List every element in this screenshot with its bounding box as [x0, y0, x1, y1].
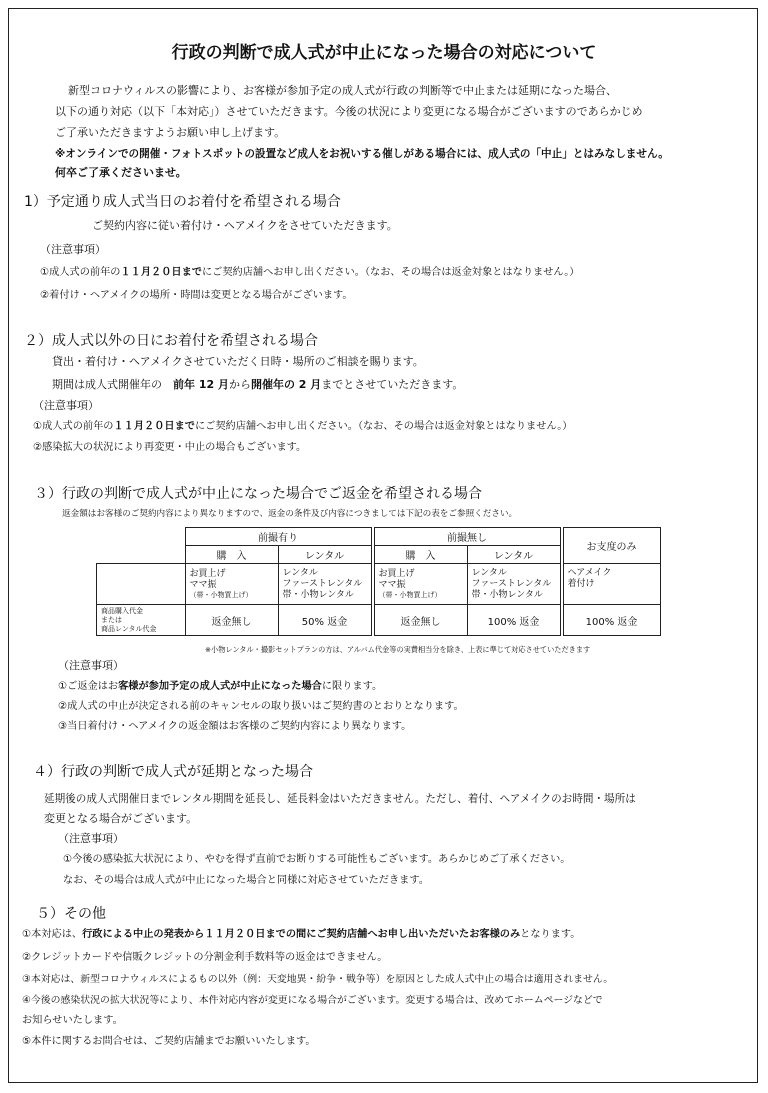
cell-buy-items-with: お買上げ ママ振 （帯・小物買上げ）: [185, 564, 278, 605]
col-buy-with: 購 入: [185, 546, 278, 564]
col-rental-with: レンタル: [278, 546, 371, 564]
intro-line-2: 以下の通り対応（以下「本対応」）させていただきます。今後の状況により変更になる場合がございますのであらかじめ: [55, 105, 643, 118]
page-title: 行政の判断で成人式が中止になった場合の対応について: [171, 43, 597, 63]
section-3-note-1: ①ご返金はお客様が参加予定の成人式が中止になった場合に限ります。: [58, 681, 383, 692]
intro-line-1: 新型コロナウィルスの影響により、お客様が参加予定の成人式が行政の判断等で中止または延期になった場合、: [68, 84, 618, 97]
section-2-note-2: ②感染拡大の状況により再変更・中止の場合もございます。: [33, 442, 307, 453]
cell-rental-items-with: レンタル ファーストレンタル 帯・小物レンタル: [278, 564, 371, 605]
section-4-heading: ４）行政の判断で成人式が延期となった場合: [33, 764, 313, 780]
value-rental-with: 50% 返金: [278, 605, 371, 636]
section-5-note-4b: お知らせいたします。: [22, 1015, 123, 1026]
section-4-body-2: 変更となる場合がございます。: [44, 812, 198, 825]
intro-notice-2: 何卒ご了承くださいませ。: [55, 166, 187, 179]
value-shitaku: 100% 返金: [563, 605, 660, 636]
section-2-body-2: 期間は成人式開催年の 前年 12 月から開催年の 2 月までとさせていただきます。: [52, 378, 464, 391]
section-4-body-1: 延期後の成人式開催日までレンタル期間を延長し、延長料金はいただきません。ただし、着付、ヘアメイクのお時間・場所は: [44, 793, 636, 805]
value-buy-with: 返金無し: [185, 605, 278, 636]
section-3-note-2: ②成人式の中止が決定される前のキャンセルの取り扱いはご契約書のとおりとなります。: [58, 701, 464, 712]
col-rental-without: レンタル: [467, 546, 560, 564]
value-buy-without: 返金無し: [374, 605, 467, 636]
section-4-note-1: ①今後の感染拡大状況により、やむを得ず直前でお断りする可能性もございます。あらかじめご了承ください。: [63, 854, 571, 865]
intro-notice-1: ※オンラインでの開催・フォトスポットの設置など成人をお祝いする催しがある場合には、成人式の「中止」とはみなしません。: [55, 148, 669, 160]
section-3-body: 返金額はお客様のご契約内容により異なりますので、返金の条件及び内容につきましては下記の表をご参照ください。: [62, 509, 518, 519]
group-header-without-photo: 前撮無し: [374, 528, 560, 546]
intro-line-3: ご了承いただきますようお願い申し上げます。: [55, 126, 286, 139]
section-1-note-2: ②着付け・ヘアメイクの場所・時間は変更となる場合がございます。: [40, 290, 353, 301]
section-3-heading: ３）行政の判断で成人式が中止になった場合でご返金を希望される場合: [34, 486, 482, 502]
section-1-note-1: ①成人式の前年の１１月２０日までにご契約店舗へお申し出ください。（なお、その場合は返金対象とはなりません。）: [40, 267, 580, 278]
section-4-note-2: なお、その場合は成人式が中止になった場合と同様に対応させていただきます。: [63, 875, 429, 886]
section-5-heading: ５）その他: [36, 906, 106, 922]
group-header-with-photo: 前撮有り: [185, 528, 371, 546]
section-5-note-5: ⑤本件に関するお問合せは、ご契約店舗までお願いいたします。: [22, 1036, 316, 1047]
section-3-notes-label: （注意事項）: [58, 659, 124, 672]
table-footnote: ※小物レンタル・撮影セットプランの方は、アルバム代金等の実費相当分を除き、上表に準じて対応させていただきます: [205, 645, 591, 654]
section-5-note-4a: ④今後の感染状況の拡大状況等により、本件対応内容が変更になる場合がございます。変更する場合は、改めてホームページなどで: [22, 995, 603, 1006]
section-2-note-1: ①成人式の前年の１１月２０日までにご契約店舗へお申し出ください。（なお、その場合は返金対象とはなりません。）: [33, 421, 573, 432]
section-5-note-2: ②クレジットカードや信販クレジットの分割金利手数料等の返金はできません。: [22, 952, 388, 963]
section-5-note-1: ①本対応は、行政による中止の発表から１１月２０日までの間にご契約店舗へお申し出いただいたお客様のみとなります。: [22, 929, 581, 940]
section-1-body: ご契約内容に従い着付け・ヘアメイクをさせていただきます。: [92, 219, 398, 232]
cell-buy-items-without: お買上げ ママ振 （帯・小物買上げ）: [374, 564, 467, 605]
row-label-amount: 商品購入代金 または 商品レンタル代金: [97, 605, 186, 636]
section-1-heading: 1）予定通り成人式当日のお着付を希望される場合: [24, 194, 341, 210]
section-1-notes-label: （注意事項）: [40, 243, 106, 256]
section-4-notes-label: （注意事項）: [58, 832, 124, 845]
col-buy-without: 購 入: [374, 546, 467, 564]
section-2-heading: ２）成人式以外の日にお着付を希望される場合: [24, 333, 318, 349]
group-header-shitaku: お支度のみ: [563, 528, 660, 564]
section-2-body-1: 貸出・着付け・ヘアメイクさせていただく日時・場所のご相談を賜ります。: [52, 355, 424, 368]
section-3-note-3: ③当日着付け・ヘアメイクの返金額はお客様のご契約内容により異なります。: [58, 721, 412, 732]
section-2-notes-label: （注意事項）: [33, 399, 99, 412]
cell-shitaku-items: ヘアメイク 着付け: [563, 564, 660, 605]
cell-rental-items-without: レンタル ファーストレンタル 帯・小物レンタル: [467, 564, 560, 605]
refund-table: [96, 527, 661, 636]
value-rental-without: 100% 返金: [467, 605, 560, 636]
section-5-note-3: ③本対応は、新型コロナウィルスによるもの以外（例：天変地異・紛争・戦争等）を原因とした成人式中止の場合は適用されません。: [22, 974, 614, 985]
row-label-top: [97, 564, 186, 605]
